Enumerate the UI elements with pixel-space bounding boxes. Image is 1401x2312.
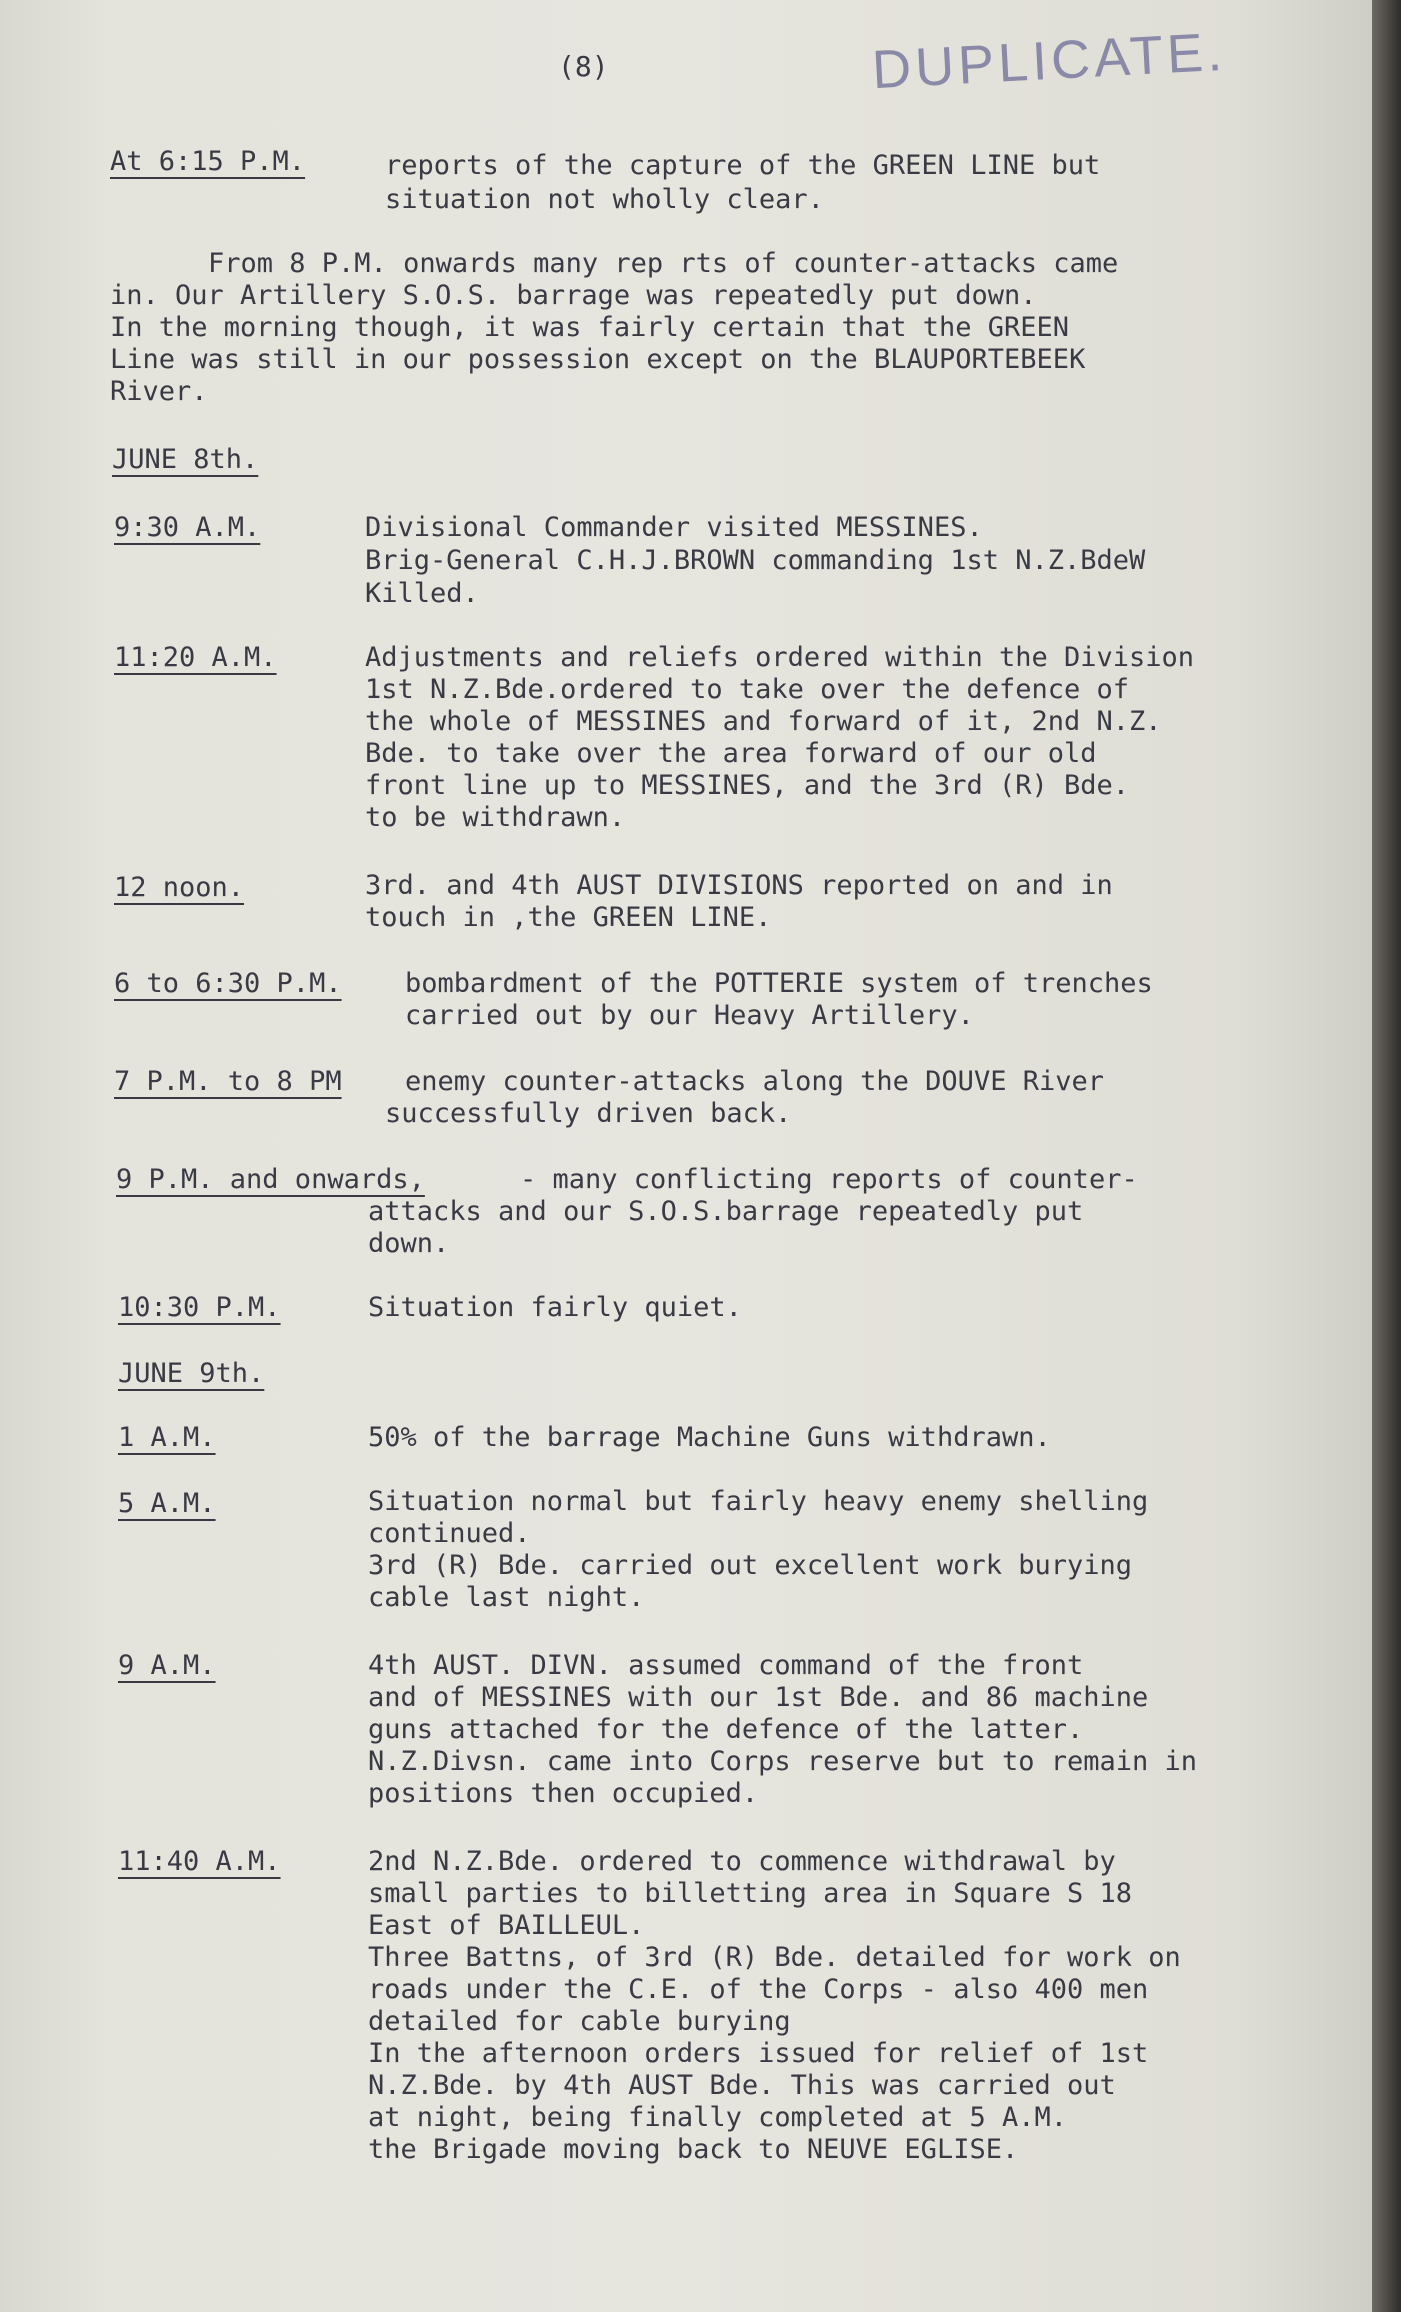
entry-line: continued.: [368, 1518, 531, 1549]
entry-line: carried out by our Heavy Artillery.: [405, 1000, 974, 1031]
entry-time: 6 to 6:30 P.M.: [114, 968, 342, 999]
entry-time: 9 A.M.: [118, 1650, 216, 1681]
entry-line: N.Z.Bde. by 4th AUST Bde. This was carried out: [368, 2070, 1116, 2101]
entry-line: guns attached for the defence of the latter.: [368, 1714, 1084, 1745]
entry-line: Three Battns, of 3rd (R) Bde. detailed for work on: [368, 1942, 1181, 1973]
entry-time: 5 A.M.: [118, 1488, 216, 1519]
entry-line: N.Z.Divsn. came into Corps reserve but to remain in: [368, 1746, 1198, 1777]
entry-line: successfully driven back.: [385, 1098, 792, 1129]
entry-line: 3rd. and 4th AUST DIVISIONS reported on and in: [365, 870, 1113, 901]
entry-line: 3rd (R) Bde. carried out excellent work burying: [368, 1550, 1133, 1581]
entry-line: Adjustments and reliefs ordered within the Division: [365, 642, 1195, 673]
entry-time: 7 P.M. to 8 PM: [114, 1066, 342, 1097]
paragraph-line: From 8 P.M. onwards many rep rts of counter-attacks came: [208, 248, 1119, 279]
entry-line: Killed.: [365, 578, 479, 609]
entry-line: bombardment of the POTTERIE system of trenches: [405, 968, 1153, 999]
entry-line: at night, being finally completed at 5 A.M.: [368, 2102, 1067, 2133]
entry-line: cable last night.: [368, 1582, 645, 1613]
paragraph-line: In the morning though, it was fairly certain that the GREEN: [110, 312, 1070, 343]
entry-line: 1st N.Z.Bde.ordered to take over the defence of: [365, 674, 1130, 705]
paragraph-line: in. Our Artillery S.O.S. barrage was repeatedly put down.: [110, 280, 1037, 311]
duplicate-stamp: DUPLICATE.: [870, 21, 1228, 101]
entry-line: Situation normal but fairly heavy enemy shelling: [368, 1486, 1149, 1517]
entry-line: situation not wholly clear.: [385, 184, 824, 215]
entry-line: front line up to MESSINES, and the 3rd (R) Bde.: [365, 770, 1130, 801]
page-number: (8): [558, 50, 609, 83]
entry-line: 50% of the barrage Machine Guns withdrawn.: [368, 1422, 1051, 1453]
entry-line: positions then occupied.: [368, 1778, 759, 1809]
entry-line: Brig-General C.H.J.BROWN commanding 1st N.Z.BdeW: [365, 545, 1146, 576]
entry-time: 11:40 A.M.: [118, 1846, 281, 1877]
entry-line: Divisional Commander visited MESSINES.: [365, 512, 983, 543]
entry-line: enemy counter-attacks along the DOUVE River: [405, 1066, 1104, 1097]
entry-line: In the afternoon orders issued for relief of 1st: [368, 2038, 1149, 2069]
entry-time: 9:30 A.M.: [114, 512, 261, 543]
paragraph-line: River.: [110, 376, 208, 407]
entry-line: touch in ,the GREEN LINE.: [365, 902, 772, 933]
entry-line: the whole of MESSINES and forward of it, 2nd N.Z.: [365, 706, 1162, 737]
entry-line: 4th AUST. DIVN. assumed command of the front: [368, 1650, 1084, 1681]
entry-line: small parties to billetting area in Square S 18: [368, 1878, 1133, 1909]
entry-time: At 6:15 P.M.: [110, 146, 306, 177]
entry-time: 10:30 P.M.: [118, 1292, 281, 1323]
entry-time: 9 P.M. and onwards,: [116, 1164, 425, 1195]
entry-line: and of MESSINES with our 1st Bde. and 86 machine: [368, 1682, 1149, 1713]
entry-line: roads under the C.E. of the Corps - also 400 men: [368, 1974, 1149, 2005]
entry-line: the Brigade moving back to NEUVE EGLISE.: [368, 2134, 1019, 2165]
entry-line: Situation fairly quiet.: [368, 1292, 742, 1323]
entry-line: East of BAILLEUL.: [368, 1910, 645, 1941]
entry-line: - many conflicting reports of counter-: [520, 1164, 1138, 1195]
date-heading: JUNE 8th.: [112, 444, 259, 475]
entry-line: attacks and our S.O.S.barrage repeatedly put: [368, 1196, 1084, 1227]
entry-line: detailed for cable burying: [368, 2006, 791, 2037]
entry-line: to be withdrawn.: [365, 802, 626, 833]
date-heading: JUNE 9th.: [118, 1358, 265, 1389]
entry-line: reports of the capture of the GREEN LINE but: [385, 150, 1101, 181]
paragraph-line: Line was still in our possession except on the BLAUPORTEBEEK: [110, 344, 1086, 375]
entry-line: down.: [368, 1228, 450, 1259]
entry-line: 2nd N.Z.Bde. ordered to commence withdrawal by: [368, 1846, 1116, 1877]
entry-line: Bde. to take over the area forward of our old: [365, 738, 1097, 769]
entry-time: 11:20 A.M.: [114, 642, 277, 673]
entry-time: 12 noon.: [114, 872, 245, 903]
page-edge-shadow: [1372, 0, 1401, 2312]
entry-time: 1 A.M.: [118, 1422, 216, 1453]
